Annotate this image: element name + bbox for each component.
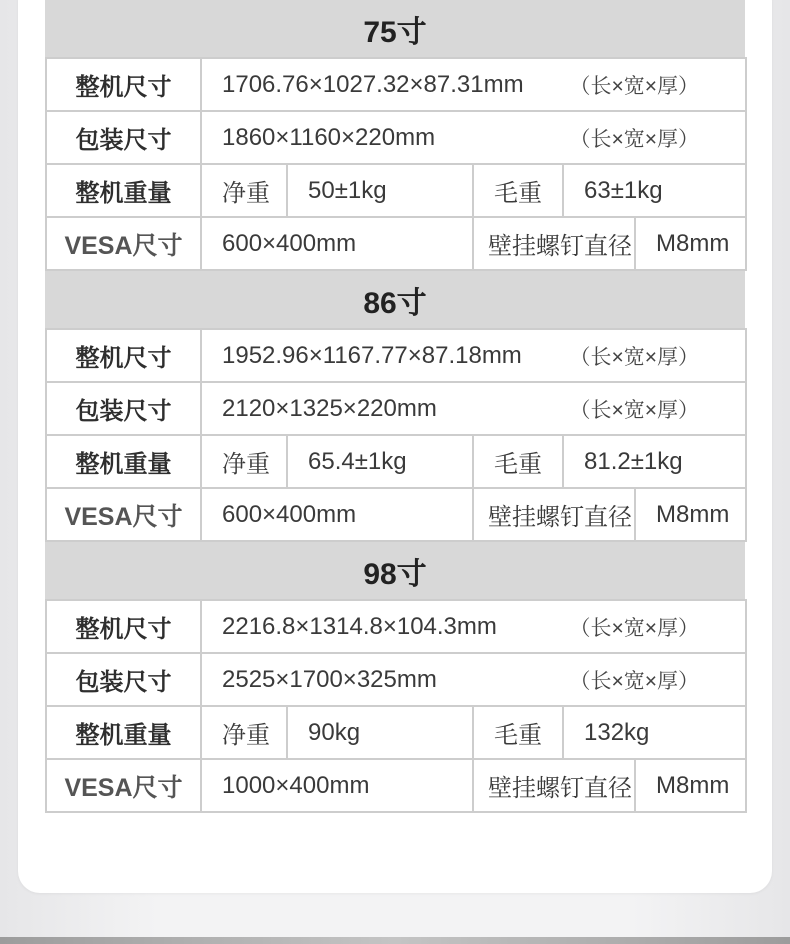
- package-size-label: 包装尺寸: [46, 653, 201, 706]
- package-size-value: 2525×1700×325mm: [222, 665, 437, 693]
- gross-weight-value: 81.2±1kg: [563, 435, 746, 488]
- spec-table-86: [45, 328, 747, 542]
- row-vesa: [46, 217, 746, 270]
- vesa-label: VESA尺寸: [46, 488, 201, 541]
- overall-size-value: 1952.96×1167.77×87.18mm: [222, 341, 522, 369]
- package-size-cell: [201, 382, 746, 435]
- section-header-75: [45, 0, 745, 57]
- gross-weight-value: 63±1kg: [563, 164, 746, 217]
- net-weight-value: 65.4±1kg: [287, 435, 473, 488]
- vesa-value: 600×400mm: [201, 488, 473, 541]
- net-weight-value: 50±1kg: [287, 164, 473, 217]
- dimension-note: （长×宽×厚）: [569, 127, 700, 151]
- net-weight-value: 90kg: [287, 706, 473, 759]
- screw-label: 壁挂螺钉直径: [473, 217, 635, 270]
- vesa-label: VESA尺寸: [46, 759, 201, 812]
- screw-label: 壁挂螺钉直径: [473, 488, 635, 541]
- row-overall-size: [46, 58, 746, 111]
- row-overall-size: [46, 329, 746, 382]
- vesa-value: 600×400mm: [201, 217, 473, 270]
- net-weight-label: 净重: [201, 164, 287, 217]
- row-weight: [46, 706, 746, 759]
- spec-sheet: [45, 0, 745, 813]
- screw-value: M8mm: [635, 759, 746, 812]
- package-size-cell: [201, 653, 746, 706]
- overall-size-label: 整机尺寸: [46, 329, 201, 382]
- dimension-note: （长×宽×厚）: [569, 345, 699, 369]
- dimension-note: （长×宽×厚）: [569, 616, 699, 640]
- row-vesa: [46, 759, 746, 812]
- dimension-note: （长×宽×厚）: [569, 669, 699, 693]
- net-weight-label: 净重: [201, 706, 287, 759]
- gross-weight-label: 毛重: [473, 164, 563, 217]
- row-weight: [46, 164, 746, 217]
- overall-size-value: 2216.8×1314.8×104.3mm: [222, 612, 497, 640]
- section-header-86: [45, 271, 745, 328]
- weight-label: 整机重量: [46, 706, 201, 759]
- package-size-label: 包装尺寸: [46, 382, 201, 435]
- screw-label: 壁挂螺钉直径: [473, 759, 635, 812]
- overall-size-label: 整机尺寸: [46, 600, 201, 653]
- dimension-note: （长×宽×厚）: [569, 74, 700, 98]
- spec-table-98: [45, 599, 747, 813]
- net-weight-label: 净重: [201, 435, 287, 488]
- weight-label: 整机重量: [46, 435, 201, 488]
- row-vesa: [46, 488, 746, 541]
- vesa-label: VESA尺寸: [46, 217, 201, 270]
- dimension-note: （长×宽×厚）: [569, 398, 699, 422]
- overall-size-cell: [201, 329, 746, 382]
- section-header-98: [45, 542, 745, 599]
- package-size-label: 包装尺寸: [46, 111, 201, 164]
- package-size-value: 2120×1325×220mm: [222, 394, 437, 422]
- section-title: 75寸: [363, 15, 427, 49]
- package-size-cell: [201, 111, 746, 164]
- spec-table-75: [45, 57, 747, 271]
- row-overall-size: [46, 600, 746, 653]
- section-title: 86寸: [363, 286, 427, 320]
- row-weight: [46, 435, 746, 488]
- gross-weight-label: 毛重: [473, 706, 563, 759]
- package-size-value: 1860×1160×220mm: [222, 123, 436, 151]
- gross-weight-label: 毛重: [473, 435, 563, 488]
- row-package-size: [46, 382, 746, 435]
- gross-weight-value: 132kg: [563, 706, 746, 759]
- screw-value: M8mm: [635, 217, 746, 270]
- row-package-size: [46, 653, 746, 706]
- vesa-value: 1000×400mm: [201, 759, 473, 812]
- weight-label: 整机重量: [46, 164, 201, 217]
- overall-size-label: 整机尺寸: [46, 58, 201, 111]
- section-title: 98寸: [363, 557, 427, 591]
- overall-size-value: 1706.76×1027.32×87.31mm: [222, 70, 524, 98]
- bottom-band: [0, 937, 790, 944]
- screw-value: M8mm: [635, 488, 746, 541]
- overall-size-cell: [201, 58, 746, 111]
- overall-size-cell: [201, 600, 746, 653]
- row-package-size: [46, 111, 746, 164]
